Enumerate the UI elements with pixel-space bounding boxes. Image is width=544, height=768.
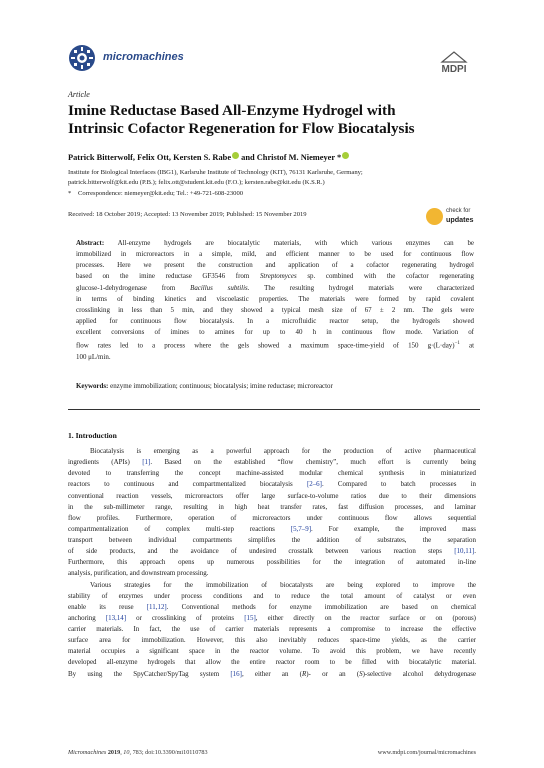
authors-text: Patrick Bitterwolf, Felix Ott, Kersten S. Rabe bbox=[68, 153, 232, 162]
title-line: Intrinsic Cofactor Regeneration for Flow Biocatalysis bbox=[68, 119, 415, 137]
body-line: anchoring [13,14] or crosslinking of proteins [15], either directly on the reactor surface or on (porous) bbox=[68, 613, 476, 622]
affiliation-line: Institute for Biological Interfaces (IBG1), Karlsruhe Institute of Technology (KIT), 76131 Karlsruhe, Germany; bbox=[68, 169, 363, 176]
abstract-line: flow rates led to a process where the gels showed a maximum space-time-yield of 150 $g\cdot(L\cdot day)^{-1}$ at bbox=[76, 341, 475, 350]
journal-name: micromachines bbox=[103, 51, 184, 63]
orcid-icon[interactable] bbox=[232, 152, 239, 159]
abstract bbox=[76, 238, 474, 363]
body-line: Furthermore, this approach opens up numerous possibilities for the integration of automated in-line bbox=[68, 558, 476, 567]
body-line: stability of enzymes under process conditions and to reduce the total amount of catalyst or even bbox=[68, 591, 476, 600]
divider bbox=[68, 409, 480, 410]
citation-link[interactable]: [13,14] bbox=[105, 613, 127, 622]
orcid-icon[interactable] bbox=[342, 152, 349, 159]
abstract-line: immobilized in microreactors in a simple, mild, and efficient manner to be used for continuous flow bbox=[76, 250, 474, 259]
abstract-line: crosslinking in less than 5 min, and they showed a typical mesh size of 67 ± 2 nm. The gels were bbox=[76, 305, 474, 314]
body-line: Biocatalysis is emerging as a powerful approach for the production of active pharmaceutical bbox=[90, 447, 476, 455]
body-line: material occupies a significant space in the reactor volume. To avoid this problem, we have recently bbox=[68, 647, 476, 656]
title-line: Imine Reductase Based All-Enzyme Hydrogel with bbox=[68, 102, 396, 119]
body-line: in the sub-millimeter range, resulting in high heat transfer rates, fast diffusion processes, and laminar bbox=[68, 502, 476, 511]
author-list bbox=[68, 152, 488, 163]
body-line: transport between individual compartments simplifies the addition of substrates, the separation bbox=[68, 536, 476, 544]
keywords-text: enzyme immobilization; continuous; biocatalysis; imine reductase; microreactor bbox=[108, 382, 333, 390]
footer-citation: Micromachines 2019, 10, 783; doi:10.3390/mi10110783 bbox=[68, 749, 208, 756]
affiliations bbox=[68, 168, 488, 199]
publication-dates: Received: 18 October 2019; Accepted: 13 November 2019; Published: 15 November 2019 bbox=[68, 211, 307, 218]
body-line: carrier materials. In fact, the use of carrier materials represents a compromise to increase the effective bbox=[68, 625, 476, 633]
citation-link[interactable]: [16] bbox=[230, 669, 242, 678]
body-line: of side products, and the avoidance of undesired crosstalk between various reaction steps [10,11]. bbox=[68, 547, 476, 556]
section-heading: 1. Introduction bbox=[68, 431, 117, 440]
publisher-logo bbox=[432, 50, 476, 76]
citation-link[interactable]: [15] bbox=[244, 613, 256, 622]
body-line: Various strategies for the immobilization of biocatalysts are being explored to improve the bbox=[90, 580, 476, 589]
body-line: devoted to transferring the concept machine-assisted modular chemical synthesis in miniaturized bbox=[68, 469, 476, 478]
keywords-label: Keywords: bbox=[76, 382, 109, 390]
body-text bbox=[68, 446, 476, 680]
body-line: reactors to continuous and compartmentalized biocatalysis [2–6]. Compared to batch processes in bbox=[68, 480, 476, 489]
abstract-line: in terms of binding kinetics and viscoelastic properties. The materials were formed by rapid covalent bbox=[76, 294, 474, 303]
citation-link[interactable]: [10,11] bbox=[454, 547, 475, 556]
citation-link[interactable]: [2–6] bbox=[306, 480, 322, 489]
keywords bbox=[76, 382, 474, 390]
body-line: flow profiles. Furthermore, operation of microreactors under continuous flow allows sequential bbox=[68, 513, 476, 522]
publisher-name: MDPI bbox=[441, 64, 467, 75]
body-line: ingredients (APIs) [1]. Based on the established “flow chemistry”, much effort is currently being bbox=[68, 458, 476, 467]
body-line: conventional reaction vessels, microreactors offer large surface-to-volume ratios due to their dimensions bbox=[68, 491, 476, 500]
article-type: Article bbox=[68, 90, 90, 99]
abstract-line: 100 μL/min. bbox=[76, 352, 111, 361]
article-title bbox=[68, 102, 488, 137]
body-line: surface area for immobilization. However, this also inevitably reduces space-time yields, as the carrier bbox=[68, 636, 476, 645]
abstract-line: applied for continuous flow biocatalysis. In a microfluidic reactor setup, the hydrogels showed bbox=[76, 317, 474, 326]
abstract-line: glucose-1-dehydrogenase from Bacillus subtilis. The resulting hydrogel materials were characterized bbox=[76, 283, 474, 292]
correspondence: * Correspondence: niemeyer@kit.edu; Tel.: +49-721-608-23000 bbox=[68, 189, 488, 199]
abstract-line: processes. Here we present the construction and application of a cofactor regenerating hydrogel bbox=[76, 261, 474, 270]
authors-text: and Christof M. Niemeyer * bbox=[239, 153, 342, 162]
footer-journal-url[interactable]: www.mdpi.com/journal/micromachines bbox=[377, 749, 476, 756]
body-line: enable its reuse [11,12]. Conventional methods for enzyme immobilization are based on chemical bbox=[68, 602, 476, 611]
citation-link[interactable]: [5,7–9] bbox=[290, 524, 312, 533]
updates-label-bottom: updates bbox=[446, 215, 474, 224]
check-for-updates-badge[interactable] bbox=[426, 206, 478, 228]
updates-icon bbox=[426, 208, 443, 225]
updates-label-top: check for bbox=[446, 208, 471, 214]
body-line: By using the SpyCatcher/SpyTag system [16], either an (R)- or an (S)-selective alcohol dehydrogenase bbox=[68, 669, 476, 678]
citation-link[interactable]: [11,12] bbox=[146, 602, 167, 611]
journal-logo-icon bbox=[68, 44, 96, 72]
correspondence-star: * bbox=[68, 189, 72, 197]
abstract-line: excellent conversions of imines to amines for up to 40 h in continuous flow mode. Variation of bbox=[76, 328, 474, 337]
abstract-line: based on the imine reductase GF3546 from Streptomyces sp. combined with the cofactor regenerating bbox=[76, 272, 474, 281]
body-line: developed all-enzyme hydrogels that allow the entire reactor room to be filled with biocatalytic material. bbox=[68, 658, 476, 667]
citation-link[interactable]: [1] bbox=[142, 458, 151, 467]
body-line: compartmentalization of complex multi-step reactions [5,7–9]. For example, the improved mass bbox=[68, 524, 477, 533]
abstract-line: Abstract: All-enzyme hydrogels are biocatalytic materials, with which various enzymes can be bbox=[76, 239, 474, 247]
affiliation-emails: patrick.bitterwolf@kit.edu (P.B.); felix.ott@student.kit.edu (F.O.); kersten.rabe@kit.edu (K.S.R.) bbox=[68, 179, 325, 187]
abstract-label: Abstract: bbox=[76, 239, 105, 247]
body-line: analysis, purification, and downstream processing. bbox=[68, 569, 209, 578]
publisher-logo-icon bbox=[432, 50, 476, 76]
